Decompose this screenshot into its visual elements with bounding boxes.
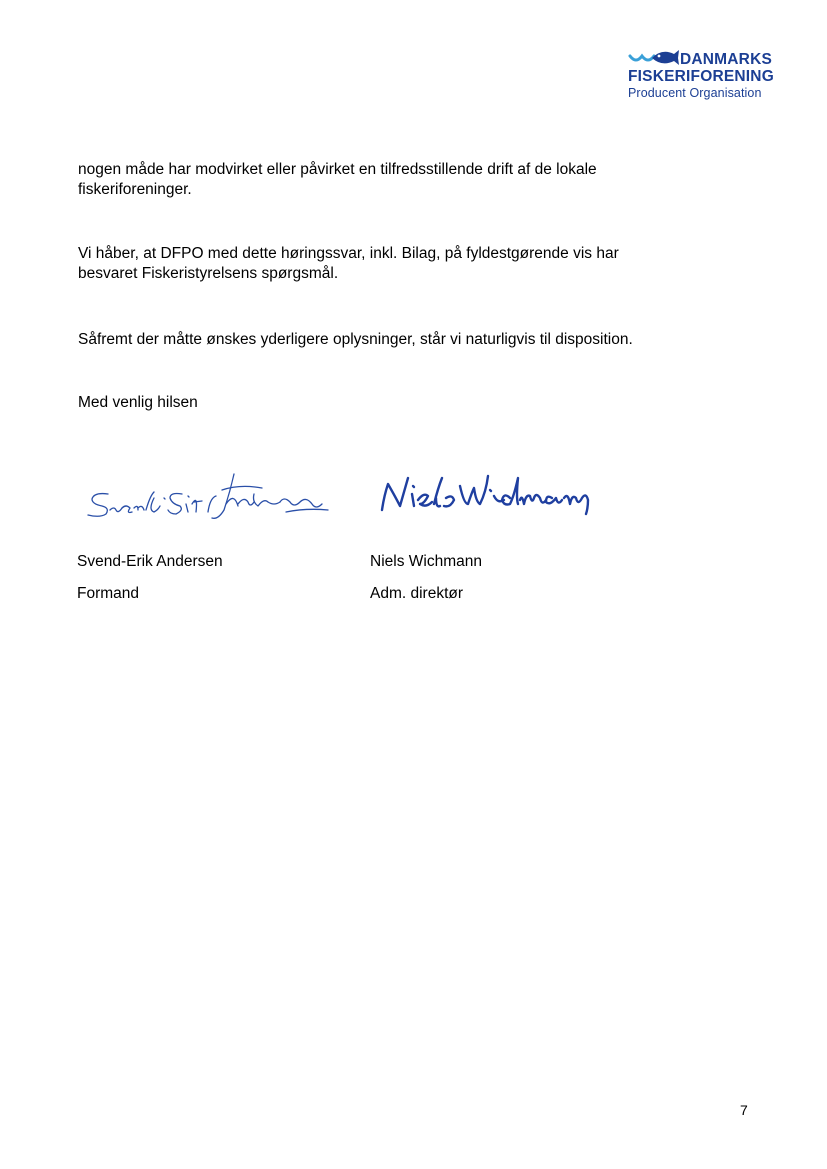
paragraph-1-line-1: nogen måde har modvirket eller påvirket en tilfredsstillende drift af de lokale — [78, 161, 597, 178]
signer-1-name: Svend-Erik Andersen — [77, 553, 223, 570]
paragraph-2-line-2: besvaret Fiskeristyrelsens spørgsmål. — [78, 265, 339, 282]
closing-salutation: Med venlig hilsen — [78, 394, 198, 411]
signer-1-title: Formand — [77, 585, 140, 602]
logo-text-producent-organisation: Producent Organisation — [628, 86, 762, 100]
signature-niels-wichmann — [376, 468, 592, 520]
logo-text-danmarks: DANMARKS — [680, 51, 773, 68]
page-number: 7 — [740, 1102, 748, 1118]
dfpo-logo — [628, 48, 788, 104]
paragraph-1-line-2: fiskeriforeninger. — [78, 181, 192, 198]
fish-wave-icon — [628, 48, 680, 68]
signer-2-title: Adm. direktør — [370, 585, 464, 602]
paragraph-2-line-1: Vi håber, at DFPO med dette høringssvar, inkl. Bilag, på fyldestgørende vis har — [78, 245, 619, 262]
signer-2-name: Niels Wichmann — [370, 553, 482, 570]
logo-text-fiskeriforening: FISKERIFORENING — [628, 68, 774, 85]
paragraph-3: Såfremt der måtte ønskes yderligere oplysninger, står vi naturligvis til disposition. — [78, 331, 633, 348]
signature-svend-erik-andersen — [84, 468, 334, 524]
